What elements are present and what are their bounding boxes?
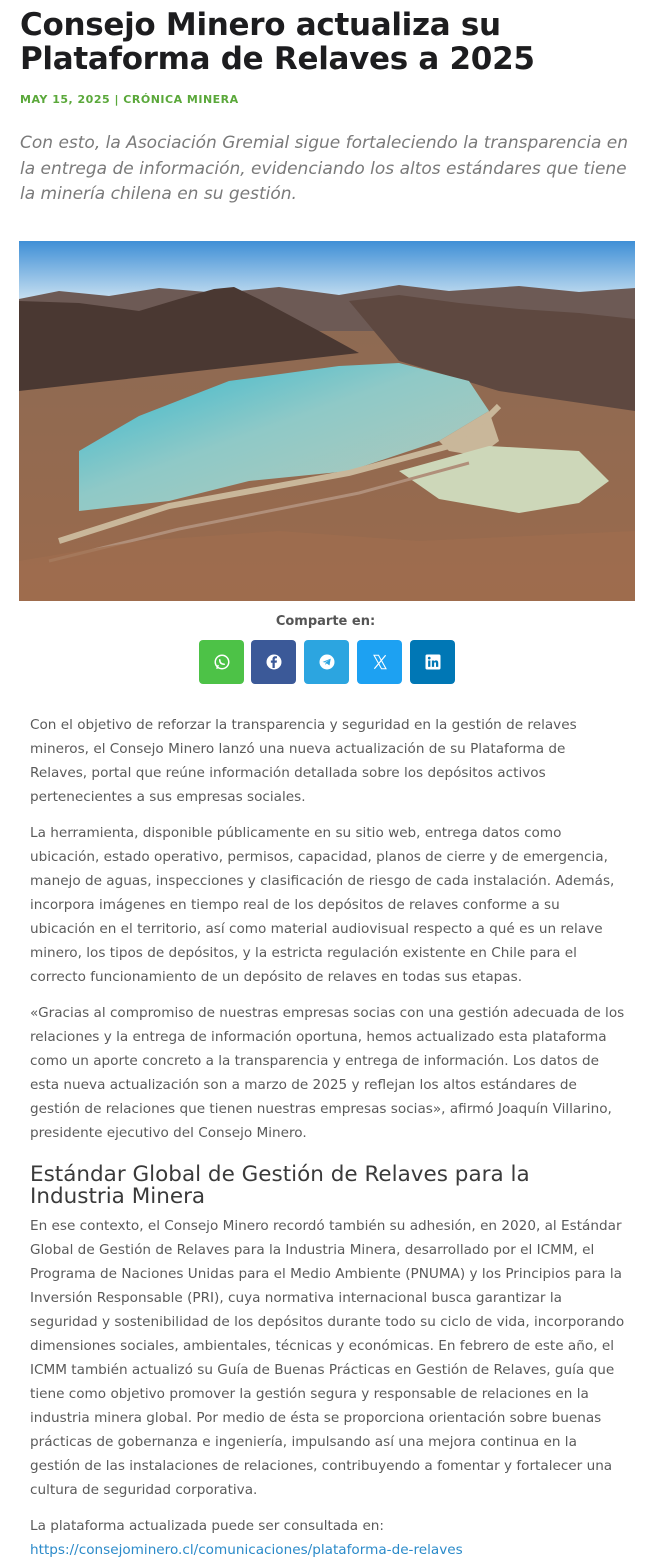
- article-paragraph: La herramienta, disponible públicamente en su sitio web, entrega datos como ubicación, estado operativo, permisos, capacidad, planos de cierre y de emergencia, manejo de aguas, inspecciones y clasificación de riesgo de cada instalación. Además, incorpora imágenes en tiempo real de los depósitos de relaves conforme a su ubicación en el territorio, así como material audiovisual respecto a qué es un relave minero, los tipos de depósitos, y la estricta regulación existente en Chile para el correcto funcionamiento de un depósito de relaves en todas sus etapas.: [30, 825, 615, 985]
- share-x-button[interactable]: [357, 640, 402, 684]
- whatsapp-icon: [213, 653, 231, 671]
- closing-text: La plataforma actualizada puede ser consultada en:: [30, 1518, 385, 1534]
- article-lead: Con esto, la Asociación Gremial sigue fortaleciendo la transparencia en la entrega de información, evidenciando los altos estándares que tiene la minería chilena en su gestión.: [20, 133, 629, 204]
- telegram-icon: [318, 653, 336, 671]
- share-telegram-button[interactable]: [304, 640, 349, 684]
- platform-link[interactable]: https://consejominero.cl/comunicaciones/plataforma-de-relaves: [30, 1542, 463, 1558]
- section-heading: Estándar Global de Gestión de Relaves para la Industria Minera: [30, 1162, 530, 1209]
- article-paragraph: Con el objetivo de reforzar la transparencia y seguridad en la gestión de relaves mineros, el Consejo Minero lanzó una nueva actualización de su Plataforma de Relaves, portal que reúne información detallada sobre los depósitos activos pertenecientes a sus empresas sociales.: [30, 717, 577, 805]
- share-whatsapp-button[interactable]: [199, 640, 244, 684]
- article-body: [30, 713, 626, 1562]
- article-meta: MAY 15, 2025 | CRÓNICA MINERA: [20, 93, 239, 106]
- share-label: Comparte en:: [275, 614, 376, 629]
- linkedin-icon: [424, 653, 442, 671]
- article-title: Consejo Minero actualiza su Plataforma de Relaves a 2025: [20, 7, 535, 77]
- article-paragraph: «Gracias al compromiso de nuestras empresas socias con una gestión adecuada de los relaciones y la entrega de información oportuna, hemos actualizado esta plataforma como un aporte concreto a la transparencia y entrega de información. Los datos de esta nueva actualización son a marzo de 2025 y reflejan los altos estándares de gestión de relaciones que tienen nuestras empresas socias», afirmó Joaquín Villarino, presidente ejecutivo del Consejo Minero.: [30, 1005, 625, 1141]
- share-linkedin-button[interactable]: [410, 640, 455, 684]
- share-facebook-button[interactable]: [251, 640, 296, 684]
- closing-paragraph: [30, 1514, 626, 1562]
- hero-image: [19, 241, 635, 601]
- facebook-icon: [265, 653, 283, 671]
- x-icon: [371, 653, 389, 671]
- section-paragraph: En ese contexto, el Consejo Minero recordó también su adhesión, en 2020, al Estándar Global de Gestión de Relaves para la Industria Minera, desarrollado por el ICMM, el Programa de Naciones Unidas para el Medio Ambiente (PNUMA) y los Principios para la Inversión Responsable (PRI), cuya normativa internacional busca garantizar la seguridad y sostenibilidad de los depósitos durante todo su ciclo de vida, incorporando dimensiones sociales, ambientales, técnicas y económicas. En febrero de este año, el ICMM también actualizó su Guía de Buenas Prácticas en Gestión de Relaves, guía que tiene como objetivo promover la gestión segura y responsable de relaciones en la industria minera global. Por medio de ésta se proporciona orientación sobre buenas prácticas de gobernanza e ingeniería, impulsando así una mejora continua en la gestión de las instalaciones de relaciones, contribuyendo a fomentar y fortalecer una cultura de seguridad corporativa.: [30, 1218, 625, 1498]
- tailings-landscape-image: [19, 241, 635, 601]
